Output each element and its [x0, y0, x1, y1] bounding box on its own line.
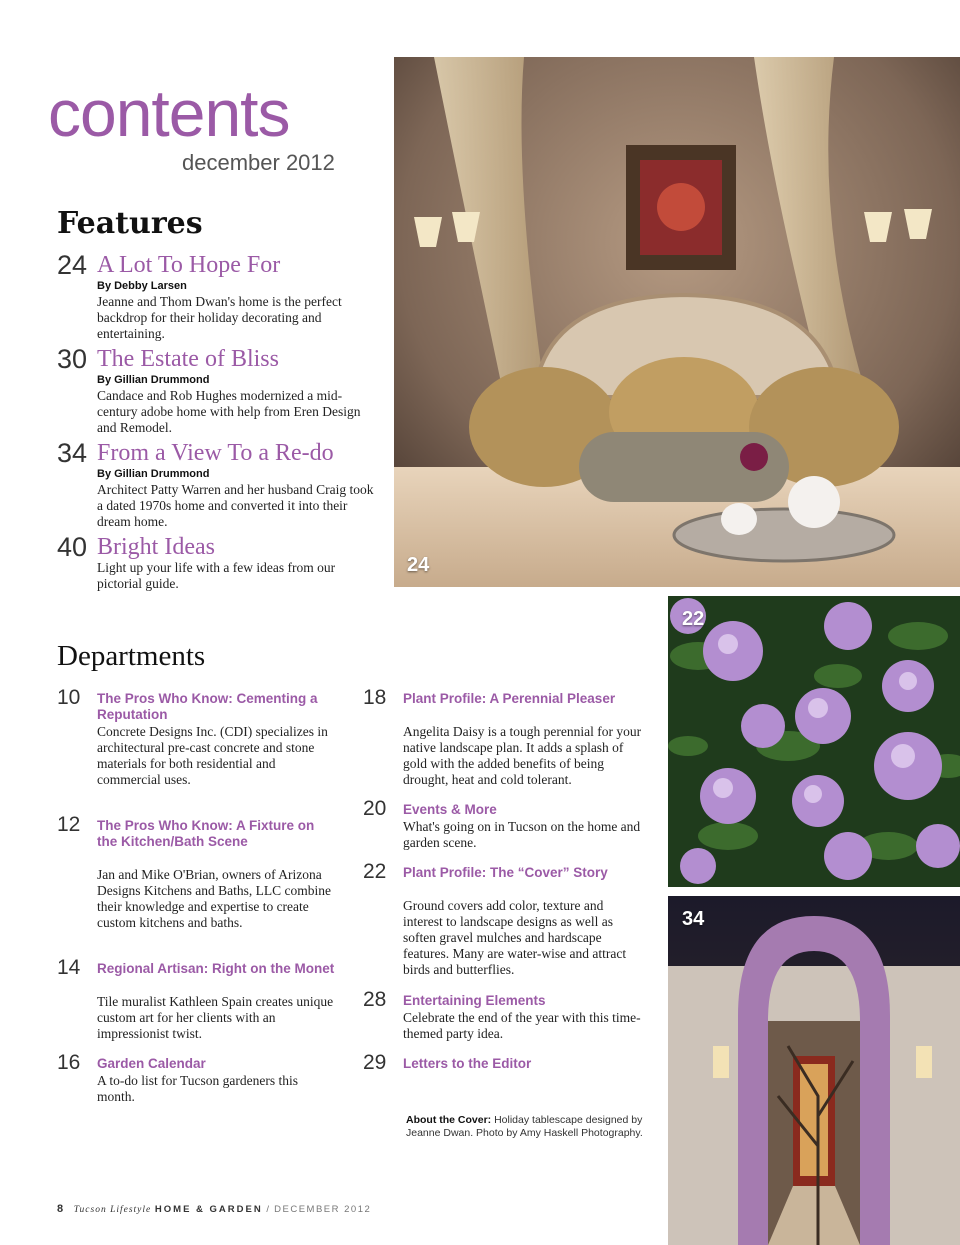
- footer-section-name: HOME & GARDEN: [154, 1204, 263, 1215]
- department-page-number: 29: [363, 1051, 387, 1074]
- department-description: Jan and Mike O'Brian, owners of Arizona Designs Kitchens and Baths, LLC combine their knowledge and expertise to create custom kitchens and baths.: [97, 867, 331, 930]
- cover-note-label: About the Cover:: [406, 1114, 492, 1126]
- feature-title[interactable]: From a View To a Re-do: [97, 440, 334, 466]
- feature-title[interactable]: Bright Ideas: [97, 534, 215, 560]
- archway-page-badge: 34: [682, 908, 705, 930]
- department-page-number: 22: [363, 860, 387, 883]
- department-title[interactable]: Plant Profile: A Perennial Pleaser: [403, 691, 616, 706]
- department-title[interactable]: Regional Artisan: Right on the Monet: [97, 961, 335, 976]
- footer-issue: DECEMBER 2012: [274, 1204, 372, 1215]
- bedroom-page-badge: 24: [407, 554, 430, 576]
- feature-description: Jeanne and Thom Dwan's home is the perfect backdrop for their holiday decorating and entertaining.: [97, 294, 342, 341]
- department-title[interactable]: Entertaining Elements: [403, 993, 546, 1008]
- department-page-number: 12: [57, 813, 81, 836]
- footer-magazine-name: Tucson Lifestyle: [73, 1205, 152, 1215]
- department-title[interactable]: The Pros Who Know: A Fixture on the Kitchen/Bath Scene: [97, 818, 315, 849]
- department-description: A to-do list for Tucson gardeners this month.: [97, 1073, 298, 1104]
- footer-separator: /: [266, 1204, 271, 1215]
- department-page-number: 20: [363, 797, 387, 820]
- bedroom-illustration: [394, 57, 960, 587]
- flowers-page-badge: 22: [682, 608, 705, 630]
- bedroom-photo[interactable]: [394, 57, 960, 587]
- feature-page-number: 40: [57, 532, 88, 562]
- feature-title[interactable]: The Estate of Bliss: [97, 346, 279, 372]
- feature-page-number: 30: [57, 344, 88, 374]
- feature-description: Architect Patty Warren and her husband Craig took a dated 1970s home and converted it into their dream home.: [97, 482, 374, 529]
- archway-illustration: [668, 896, 960, 1245]
- department-page-number: 28: [363, 988, 387, 1011]
- feature-byline: By Debby Larsen: [97, 280, 187, 292]
- department-title[interactable]: The Pros Who Know: Cementing a Reputation: [97, 691, 318, 722]
- department-description: Concrete Designs Inc. (CDI) specializes in architectural pre-cast concrete and stone materials for both residential and commercial uses.: [97, 724, 328, 787]
- page-footer: [57, 1203, 371, 1215]
- about-the-cover: [406, 1114, 646, 1140]
- features-heading: Features: [57, 206, 203, 241]
- department-title[interactable]: Events & More: [403, 802, 497, 817]
- issue-date: december 2012: [182, 150, 335, 175]
- feature-title[interactable]: A Lot To Hope For: [97, 252, 281, 278]
- departments-heading: Departments: [57, 640, 206, 672]
- feature-byline: By Gillian Drummond: [97, 374, 210, 386]
- flowers-photo[interactable]: [668, 596, 960, 887]
- feature-description: Candace and Rob Hughes modernized a mid-century adobe home with help from Eren Design and Remodel.: [97, 388, 361, 435]
- department-page-number: 16: [57, 1051, 81, 1074]
- feature-description: Light up your life with a few ideas from our pictorial guide.: [97, 560, 336, 591]
- department-page-number: 10: [57, 686, 81, 709]
- department-description: Celebrate the end of the year with this time-themed party idea.: [403, 1010, 641, 1041]
- feature-byline: By Gillian Drummond: [97, 468, 210, 480]
- department-title[interactable]: Letters to the Editor: [403, 1056, 532, 1071]
- cover-note-text: Holiday tablescape designed by Jeanne Dwan. Photo by Amy Haskell Photography.: [406, 1114, 643, 1139]
- department-page-number: 18: [363, 686, 387, 709]
- department-page-number: 14: [57, 956, 81, 979]
- feature-page-number: 34: [57, 438, 88, 468]
- archway-photo[interactable]: [668, 896, 960, 1245]
- flowers-illustration: [668, 596, 960, 887]
- department-title[interactable]: Plant Profile: The “Cover” Story: [403, 865, 608, 880]
- feature-page-number: 24: [57, 250, 88, 280]
- department-description: Tile muralist Kathleen Spain creates unique custom art for her clients with an impressionist twist.: [97, 994, 334, 1041]
- footer-page-number: 8: [57, 1203, 65, 1215]
- department-description: Ground covers add color, texture and interest to landscape designs as well as soften gravel mulches and hardscape features. Many are water-wise and attract birds and butterflies.: [403, 898, 627, 977]
- page-title: contents: [48, 76, 290, 150]
- department-description: Angelita Daisy is a tough perennial for your native landscape plan. It adds a splash of gold with the added benefits of being drought, heat and cold tolerant.: [403, 724, 642, 787]
- department-description: What's going on in Tucson on the home and garden scene.: [403, 819, 641, 850]
- department-title[interactable]: Garden Calendar: [97, 1056, 206, 1071]
